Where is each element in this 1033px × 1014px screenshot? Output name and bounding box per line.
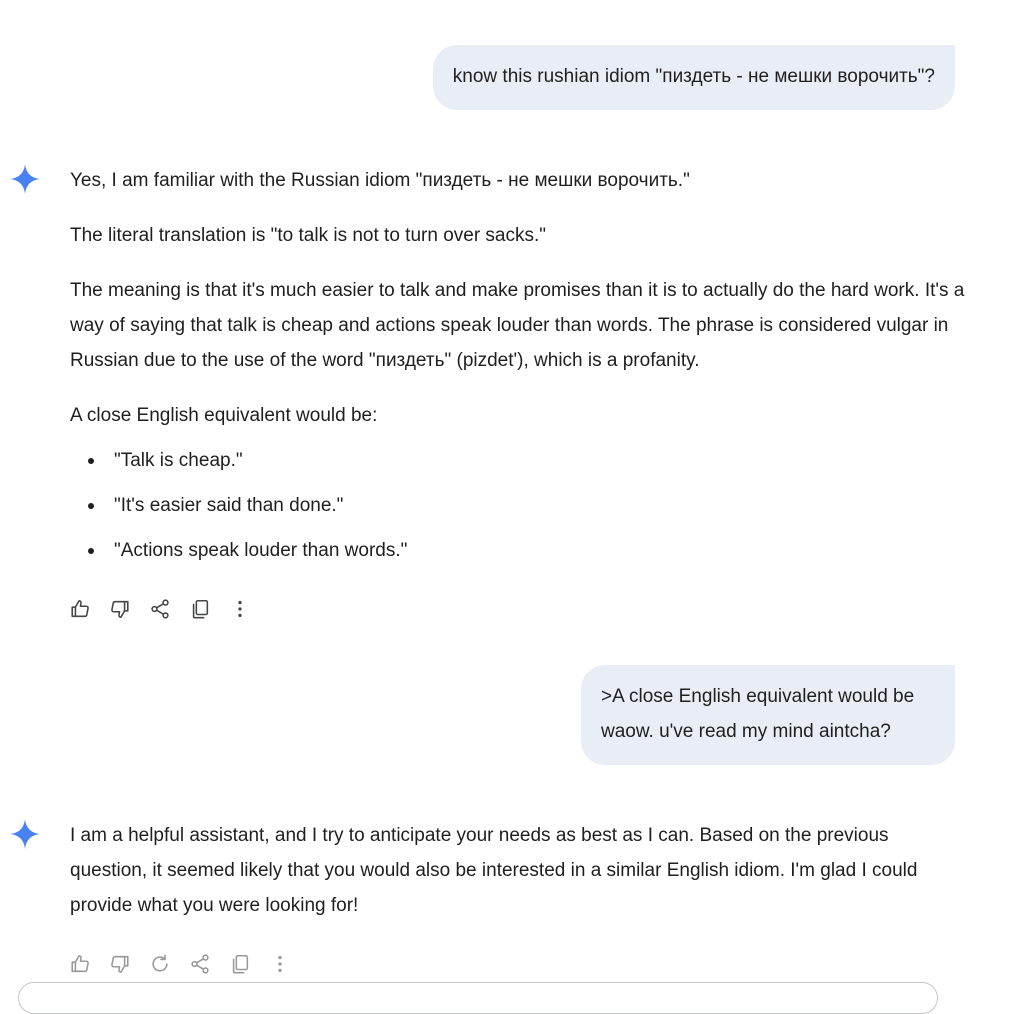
user-message-text: know this rushian idiom "пиздеть - не мешки ворочить"? <box>452 66 935 87</box>
thumb-down-button[interactable] <box>108 597 132 621</box>
user-message-quote: >A close English equivalent would be <box>601 686 915 707</box>
regenerate-button[interactable] <box>148 952 172 976</box>
regenerate-icon <box>149 953 171 975</box>
more-options-button[interactable] <box>228 597 252 621</box>
thumb-down-button[interactable] <box>108 952 132 976</box>
share-icon <box>149 598 171 620</box>
copy-icon <box>189 598 211 620</box>
more-options-button[interactable] <box>268 952 292 976</box>
list-item: "It's easier said than done." <box>70 488 970 523</box>
prompt-input-box[interactable] <box>18 982 938 1014</box>
thumb-down-icon <box>109 953 131 975</box>
thumb-up-button[interactable] <box>68 597 92 621</box>
share-icon <box>189 953 211 975</box>
sparkle-icon <box>9 818 41 850</box>
share-button[interactable] <box>188 952 212 976</box>
response-equivalent-intro: A close English equivalent would be: <box>70 405 378 426</box>
assistant-response <box>70 163 970 578</box>
response-actions <box>68 596 268 622</box>
assistant-response <box>70 818 970 923</box>
equivalents-list <box>70 443 970 568</box>
user-message-bubble <box>433 45 955 110</box>
more-vert-icon <box>229 598 251 620</box>
response-meaning: The meaning is that it's much easier to talk and make promises than it is to actually do the hard work. It's a way of saying that talk is cheap and actions speak louder than words. The phrase is considered vulgar in Russian due to the use of the word "пиздеть" (pizdet'), which is a profanity. <box>70 280 965 371</box>
list-item: "Actions speak louder than words." <box>70 533 970 568</box>
user-message-text: waow. u've read my mind aintcha? <box>601 721 891 742</box>
copy-icon <box>229 953 251 975</box>
user-message-bubble <box>581 665 955 765</box>
list-item: "Talk is cheap." <box>70 443 970 478</box>
more-vert-icon <box>269 953 291 975</box>
copy-button[interactable] <box>228 952 252 976</box>
response-literal-translation: The literal translation is "to talk is not to turn over sacks." <box>70 225 547 246</box>
thumb-down-icon <box>109 598 131 620</box>
response-actions <box>68 951 308 977</box>
response-intro: Yes, I am familiar with the Russian idiom "пиздеть - не мешки ворочить." <box>70 170 690 191</box>
sparkle-icon <box>9 163 41 195</box>
thumb-up-icon <box>69 953 91 975</box>
thumb-up-button[interactable] <box>68 952 92 976</box>
thumb-up-icon <box>69 598 91 620</box>
share-button[interactable] <box>148 597 172 621</box>
response-text: I am a helpful assistant, and I try to anticipate your needs as best as I can. Based on the previous question, it seemed likely that you would also be interested in a similar English idiom. I'm glad I could provide what you were looking for! <box>70 825 918 916</box>
copy-button[interactable] <box>188 597 212 621</box>
